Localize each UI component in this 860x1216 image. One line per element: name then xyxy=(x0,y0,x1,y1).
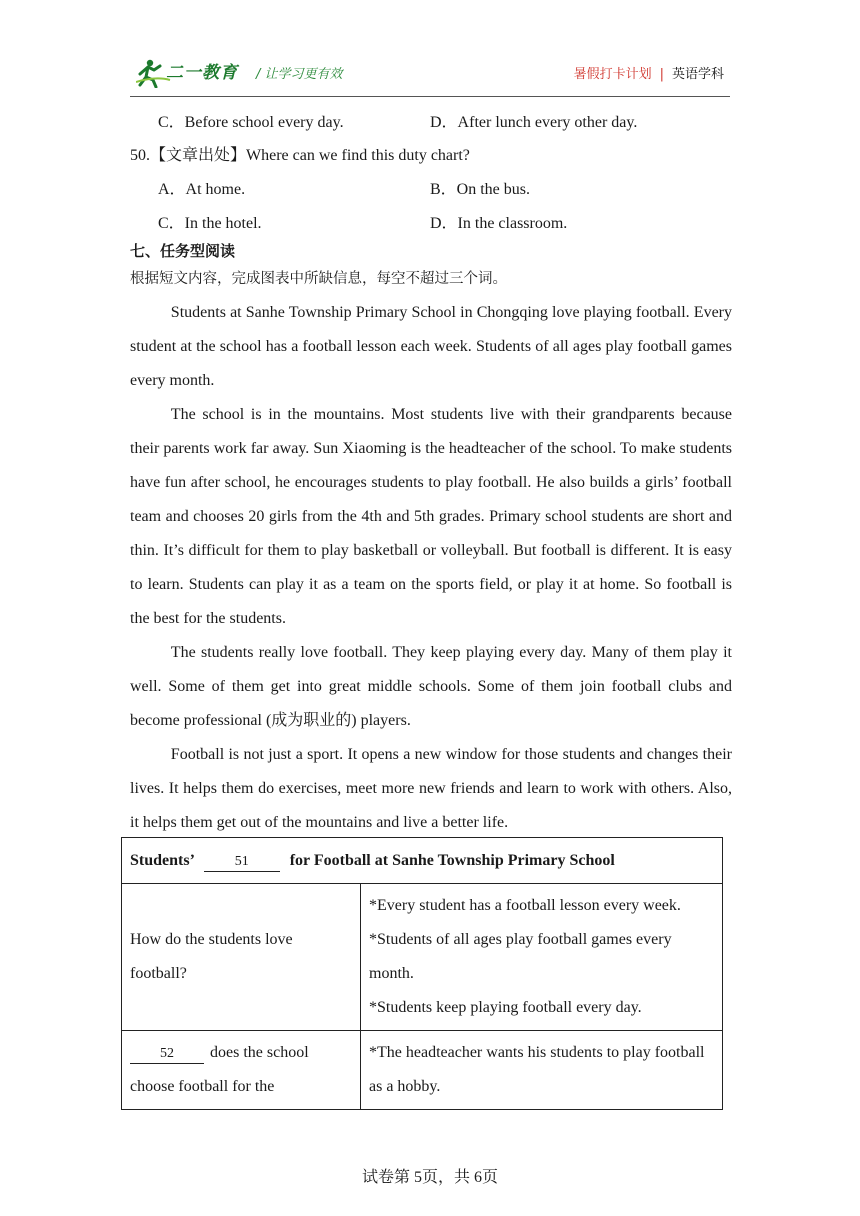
task-table xyxy=(121,837,723,1110)
page-header xyxy=(130,52,730,97)
passage-paragraph: The school is in the mountains. Most students live with their grandparents because their parents work far away. Sun Xiaoming is the headteacher of the school. To make students have fun after school, he encourages students to play football. He also builds a girls’ football team and chooses 20 girls from the 4th and 5th grades. Primary school students are short and thin. It’s difficult for them to play basketball or volleyball. But football is different. It is easy to learn. Students can play it as a team on the sports field, or play it at home. So football is the best for the students. xyxy=(130,406,732,627)
row2-question-text: does the school choose football for the xyxy=(130,1044,309,1095)
section-instruction: 根据短文内容，完成图表中所缺信息，每空不超过三个词。 xyxy=(130,271,507,287)
passage xyxy=(130,296,732,840)
passage-paragraph: The students really love football. They keep playing every day. Many of them play it well. Some of them get into great middle schools. Some of them join football clubs and become professional (成为职业的) players. xyxy=(130,644,732,729)
row2-answer: *The headteacher wants his students to play football as a hobby. xyxy=(361,1031,723,1110)
row2-question xyxy=(122,1031,361,1110)
header-right xyxy=(574,63,724,82)
q50-option-b: B．On the bus. xyxy=(430,181,531,198)
q50-option-c: C．In the hotel. xyxy=(158,215,262,232)
blank-51[interactable]: 51 xyxy=(204,853,280,872)
row1-answer-line: *Students of all ages play football games every month. xyxy=(369,931,672,982)
q50-option-a: A．At home. xyxy=(158,181,246,198)
table-row xyxy=(122,884,723,1031)
table-row xyxy=(122,1031,723,1110)
section-title: 七、任务型阅读 xyxy=(130,242,236,260)
blank-52[interactable]: 52 xyxy=(130,1045,204,1064)
q50-option-d: D．In the classroom. xyxy=(430,215,568,232)
q50-stem: 50.【文章出处】Where can we find this duty chart? xyxy=(130,147,470,164)
row1-question: How do the students love football? xyxy=(122,884,361,1031)
row1-answer-line: *Students keep playing football every day. xyxy=(369,999,642,1016)
row1-answer-line: *Every student has a football lesson every week. xyxy=(369,897,681,914)
row1-answer xyxy=(361,884,723,1031)
table-title-post: for Football at Sanhe Township Primary School xyxy=(289,851,615,869)
table-title-cell xyxy=(122,838,723,884)
passage-paragraph: Football is not just a sport. It opens a new window for those students and changes their lives. It helps them do exercises, meet more new friends and learn to work with others. Also, it helps them get out of the mountains and live a better life. xyxy=(130,746,732,831)
table-title-row xyxy=(122,838,723,884)
table-title-pre: Students’ xyxy=(130,851,194,869)
passage-paragraph: Students at Sanhe Township Primary School in Chongqing love playing football. Every student at the school has a football lesson each week. Students of all ages play football games every month. xyxy=(130,304,732,389)
header-plan: 暑假打卡计划 xyxy=(573,67,652,82)
header-subject: 英语学科 xyxy=(671,67,724,82)
logo-text: 二一教育 xyxy=(166,63,238,83)
header-slogan: / 让学习更有效 xyxy=(256,67,343,82)
page-footer: 试卷第 5页，共 6页 xyxy=(361,1169,498,1186)
q49-option-c: C．Before school every day. xyxy=(158,114,344,131)
header-separator: | xyxy=(659,67,664,82)
q49-option-d: D．After lunch every other day. xyxy=(430,114,638,131)
